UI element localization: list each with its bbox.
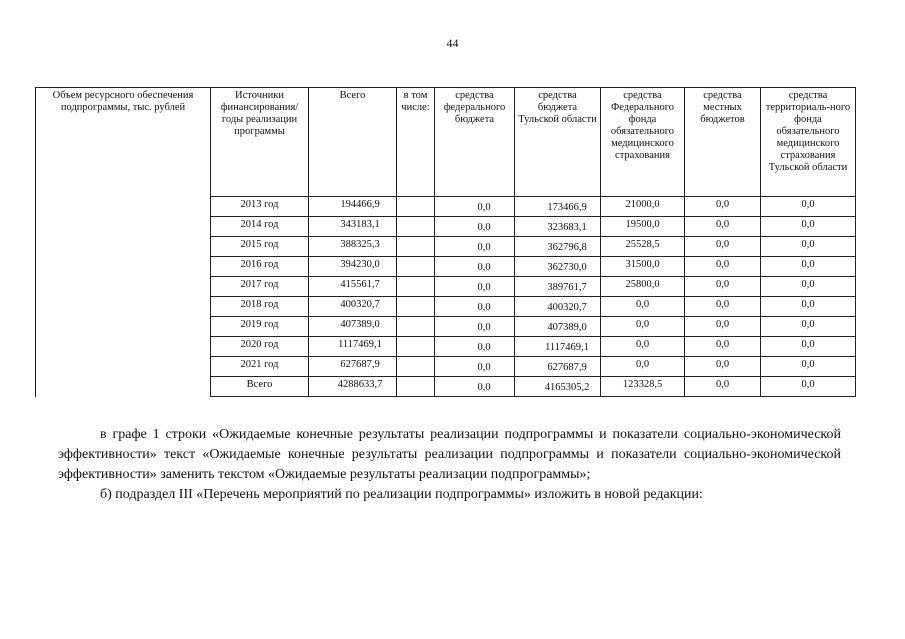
regional-cell-value: 362730,0 bbox=[547, 262, 587, 273]
ffoms-cell bbox=[601, 317, 685, 337]
regional-cell-value: 389761,7 bbox=[547, 282, 587, 293]
total-cell bbox=[309, 377, 397, 397]
ffoms-cell bbox=[601, 237, 685, 257]
tfoms-cell bbox=[761, 257, 856, 277]
ffoms-cell bbox=[601, 257, 685, 277]
year-cell bbox=[211, 217, 309, 237]
federal-cell bbox=[435, 377, 515, 397]
local-cell-value: 0,0 bbox=[715, 259, 730, 270]
tfoms-cell-value: 0,0 bbox=[801, 379, 815, 390]
total-cell bbox=[309, 297, 397, 317]
federal-cell-value: 0,0 bbox=[477, 282, 491, 293]
year-cell bbox=[211, 357, 309, 377]
federal-cell bbox=[435, 357, 515, 377]
local-cell bbox=[685, 337, 761, 357]
local-cell bbox=[685, 197, 761, 217]
tfoms-cell-value: 0,0 bbox=[801, 259, 815, 270]
tfoms-cell bbox=[761, 377, 856, 397]
total-cell-value: 194466,9 bbox=[340, 199, 380, 210]
tfoms-cell-value: 0,0 bbox=[801, 339, 815, 350]
local-cell-value: 0,0 bbox=[715, 319, 730, 330]
tfoms-cell bbox=[761, 317, 856, 337]
tfoms-cell bbox=[761, 277, 856, 297]
local-cell-value: 0,0 bbox=[715, 379, 730, 390]
tfoms-cell bbox=[761, 237, 856, 257]
regional-cell bbox=[515, 237, 601, 257]
year-cell bbox=[211, 237, 309, 257]
local-cell bbox=[685, 297, 761, 317]
local-cell bbox=[685, 357, 761, 377]
regional-cell bbox=[515, 317, 601, 337]
federal-cell bbox=[435, 297, 515, 317]
year-cell bbox=[211, 257, 309, 277]
header-total: Всего bbox=[309, 88, 397, 197]
federal-cell bbox=[435, 217, 515, 237]
tfoms-cell-value: 0,0 bbox=[801, 279, 815, 290]
in-total-cell bbox=[397, 357, 435, 377]
regional-cell bbox=[515, 277, 601, 297]
total-cell-value: 388325,3 bbox=[340, 239, 380, 250]
regional-cell-value: 407389,0 bbox=[547, 322, 587, 333]
year-cell bbox=[211, 317, 309, 337]
year-cell-value: 2014 год bbox=[240, 219, 279, 230]
regional-cell bbox=[515, 297, 601, 317]
tfoms-cell bbox=[761, 297, 856, 317]
ffoms-cell-value: 31500,0 bbox=[625, 259, 660, 270]
tfoms-cell-value: 0,0 bbox=[801, 219, 815, 230]
local-cell bbox=[685, 257, 761, 277]
regional-cell bbox=[515, 257, 601, 277]
total-cell bbox=[309, 237, 397, 257]
total-cell bbox=[309, 317, 397, 337]
page-number: 44 bbox=[446, 36, 459, 50]
federal-cell bbox=[435, 277, 515, 297]
regional-cell-value: 627687,9 bbox=[547, 362, 587, 373]
year-cell-value: Всего bbox=[246, 379, 273, 390]
federal-cell bbox=[435, 237, 515, 257]
federal-cell bbox=[435, 317, 515, 337]
year-cell-value: 2021 год bbox=[240, 359, 279, 370]
tfoms-cell-value: 0,0 bbox=[801, 299, 815, 310]
ffoms-cell bbox=[601, 197, 685, 217]
ffoms-cell bbox=[601, 277, 685, 297]
federal-cell-value: 0,0 bbox=[477, 222, 491, 233]
local-cell-value: 0,0 bbox=[715, 199, 730, 210]
ffoms-cell bbox=[601, 217, 685, 237]
federal-cell-value: 0,0 bbox=[477, 382, 491, 393]
total-cell-value: 415561,7 bbox=[340, 279, 380, 290]
header-row bbox=[36, 88, 856, 197]
ffoms-cell-value: 19500,0 bbox=[625, 219, 660, 230]
federal-cell-value: 0,0 bbox=[477, 262, 491, 273]
tfoms-cell-value: 0,0 bbox=[801, 319, 815, 330]
ffoms-cell-value: 25528,5 bbox=[625, 239, 660, 250]
local-cell-value: 0,0 bbox=[715, 239, 730, 250]
year-cell-value: 2018 год bbox=[240, 299, 279, 310]
federal-cell-value: 0,0 bbox=[477, 342, 491, 353]
table-label: Объем ресурсного обеспечения подпрограммы, тыс. рублей bbox=[36, 88, 211, 397]
header-ffoms: средства Федерального фонда обязательного медицинского страхования bbox=[601, 88, 685, 197]
local-cell-value: 0,0 bbox=[715, 279, 730, 290]
ffoms-cell-value: 25800,0 bbox=[625, 279, 660, 290]
in-total-cell bbox=[397, 277, 435, 297]
local-cell bbox=[685, 377, 761, 397]
regional-cell bbox=[515, 337, 601, 357]
ffoms-cell bbox=[601, 337, 685, 357]
local-cell bbox=[685, 317, 761, 337]
year-cell-value: 2017 год bbox=[240, 279, 279, 290]
year-cell-value: 2020 год bbox=[240, 339, 279, 350]
regional-cell-value: 1117469,1 bbox=[545, 342, 589, 353]
federal-cell-value: 0,0 bbox=[477, 362, 491, 373]
regional-cell-value: 362796,8 bbox=[547, 242, 587, 253]
header-regional: средства бюджета Тульской области bbox=[515, 88, 601, 197]
total-cell-value: 394230,0 bbox=[340, 259, 380, 270]
total-cell-value: 1117469,1 bbox=[338, 339, 382, 350]
ffoms-cell-value: 21000,0 bbox=[625, 199, 660, 210]
total-cell bbox=[309, 257, 397, 277]
federal-cell-value: 0,0 bbox=[477, 302, 491, 313]
local-cell bbox=[685, 277, 761, 297]
ffoms-cell-value: 0,0 bbox=[635, 319, 650, 330]
regional-cell bbox=[515, 217, 601, 237]
local-cell bbox=[685, 217, 761, 237]
total-cell-value: 407389,0 bbox=[340, 319, 380, 330]
ffoms-cell bbox=[601, 357, 685, 377]
total-cell-value: 627687,9 bbox=[340, 359, 380, 370]
tfoms-cell bbox=[761, 197, 856, 217]
total-cell-value: 400320,7 bbox=[340, 299, 380, 310]
tfoms-cell-value: 0,0 bbox=[801, 239, 815, 250]
total-cell bbox=[309, 337, 397, 357]
resource-table bbox=[35, 87, 856, 397]
tfoms-cell-value: 0,0 bbox=[801, 359, 815, 370]
in-total-cell bbox=[397, 197, 435, 217]
local-cell-value: 0,0 bbox=[715, 299, 730, 310]
ffoms-cell bbox=[601, 297, 685, 317]
in-total-cell bbox=[397, 297, 435, 317]
federal-cell-value: 0,0 bbox=[477, 202, 491, 213]
in-total-cell bbox=[397, 237, 435, 257]
local-cell-value: 0,0 bbox=[715, 359, 730, 370]
local-cell-value: 0,0 bbox=[715, 219, 730, 230]
year-cell-value: 2013 год bbox=[240, 199, 279, 210]
federal-cell bbox=[435, 337, 515, 357]
in-total-cell bbox=[397, 217, 435, 237]
header-in-total: в том числе: bbox=[397, 88, 435, 197]
header-tfoms: средства территориаль-ного фонда обязательного медицинского страхования Тульской области bbox=[761, 88, 856, 197]
regional-cell-value: 4165305,2 bbox=[544, 382, 590, 393]
total-cell bbox=[309, 217, 397, 237]
tfoms-cell bbox=[761, 217, 856, 237]
federal-cell-value: 0,0 bbox=[477, 322, 491, 333]
header-sources: Источники финансирования/ годы реализации программы bbox=[211, 88, 309, 197]
federal-cell bbox=[435, 257, 515, 277]
ffoms-cell bbox=[601, 377, 685, 397]
regional-cell bbox=[515, 377, 601, 397]
year-cell bbox=[211, 337, 309, 357]
tfoms-cell-value: 0,0 bbox=[801, 199, 815, 210]
tfoms-cell bbox=[761, 357, 856, 377]
total-cell bbox=[309, 277, 397, 297]
regional-cell bbox=[515, 197, 601, 217]
regional-cell-value: 323683,1 bbox=[547, 222, 587, 233]
header-federal: средства федерального бюджета bbox=[435, 88, 515, 197]
ffoms-cell-value: 0,0 bbox=[635, 299, 650, 310]
tfoms-cell bbox=[761, 337, 856, 357]
year-cell bbox=[211, 297, 309, 317]
regional-cell-value: 400320,7 bbox=[547, 302, 587, 313]
total-cell bbox=[309, 197, 397, 217]
in-total-cell bbox=[397, 377, 435, 397]
local-cell bbox=[685, 237, 761, 257]
paragraph-1: в графе 1 строки «Ожидаемые конечные результаты реализации подпрограммы и показатели социально-экономической эффективности» текст «Ожидаемые конечные результаты реализации подпрограммы и показатели социально-экономической эффективности» заменить текстом «Ожидаемые результаты реализации подпрограммы»; bbox=[58, 427, 841, 482]
in-total-cell bbox=[397, 317, 435, 337]
year-cell-value: 2015 год bbox=[240, 239, 279, 250]
year-cell bbox=[211, 197, 309, 217]
year-cell bbox=[211, 377, 309, 397]
total-cell-value: 343183,1 bbox=[340, 219, 380, 230]
year-cell bbox=[211, 277, 309, 297]
ffoms-cell-value: 0,0 bbox=[635, 359, 650, 370]
regional-cell bbox=[515, 357, 601, 377]
local-cell-value: 0,0 bbox=[715, 339, 730, 350]
federal-cell-value: 0,0 bbox=[477, 242, 491, 253]
year-cell-value: 2019 год bbox=[240, 319, 279, 330]
body-text bbox=[58, 425, 841, 505]
federal-cell bbox=[435, 197, 515, 217]
header-local: средства местных бюджетов bbox=[685, 88, 761, 197]
ffoms-cell-value: 0,0 bbox=[635, 339, 650, 350]
paragraph-2: б) подраздел III «Перечень мероприятий по реализации подпрограммы» изложить в новой редакции: bbox=[100, 487, 703, 502]
year-cell-value: 2016 год bbox=[240, 259, 279, 270]
total-cell bbox=[309, 357, 397, 377]
total-cell-value: 4288633,7 bbox=[337, 379, 383, 390]
ffoms-cell-value: 123328,5 bbox=[622, 379, 663, 390]
regional-cell-value: 173466,9 bbox=[547, 202, 587, 213]
in-total-cell bbox=[397, 337, 435, 357]
in-total-cell bbox=[397, 257, 435, 277]
